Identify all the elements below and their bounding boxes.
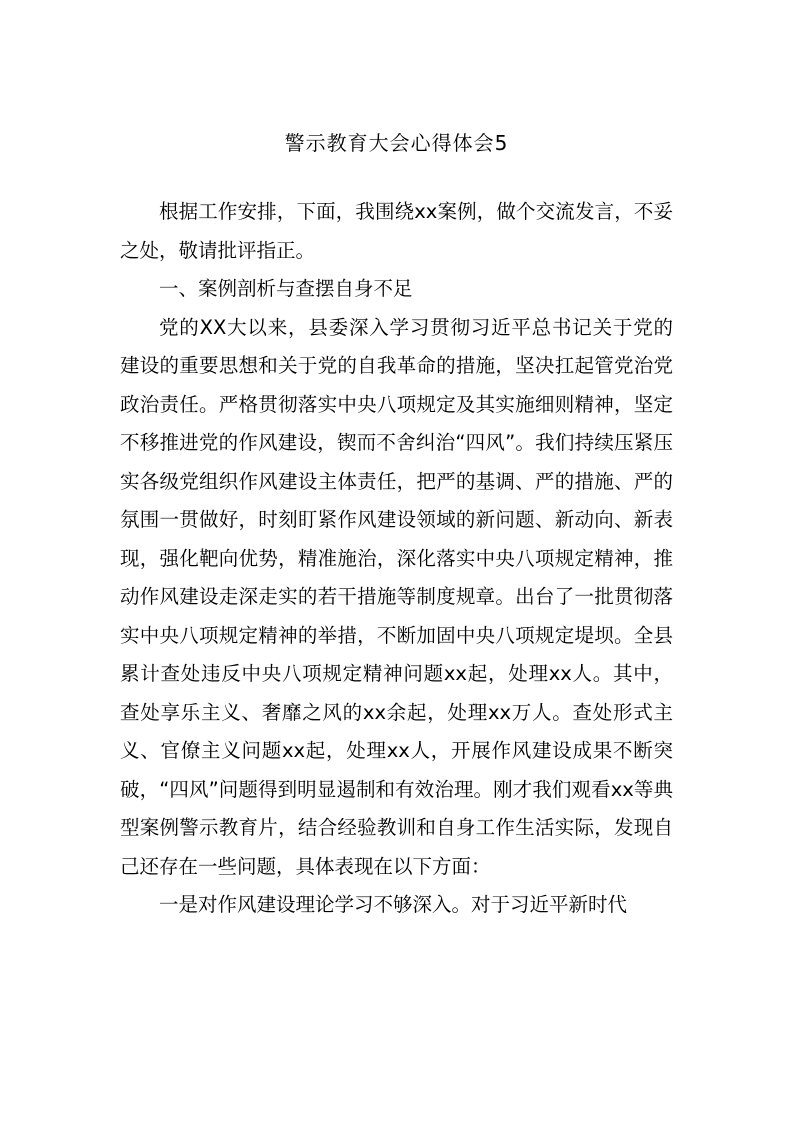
document-title: 警示教育大会心得体会5 [284, 131, 509, 155]
paragraph-point-one: 一是对作风建设理论学习不够深入。对于习近平新时代 [159, 893, 628, 916]
paragraph-intro: 根据工作安排，下面，我围绕xx案例，做个交流发言，不妥之处，敬请批评指正。 [120, 200, 673, 262]
document-body [120, 193, 673, 925]
section-heading: 一、案例剖析与查摆自身不足 [159, 277, 413, 300]
paragraph-main: 党的XX大以来，县委深入学习贯彻习近平总书记关于党的建设的重要思想和关于党的自我革命的措施，坚决扛起管党治党政治责任。严格贯彻落实中央八项规定及其实施细则精神，坚定不移推进党的作风建设，锲而不舍纠治“四风”。我们持续压紧压实各级党组织作风建设主体责任，把严的基调、严的措施、严的氛围一贯做好，时刻盯紧作风建设领域的新问题、新动向、新表现，强化靶向优势，精准施治，深化落实中央八项规定精神，推动作风建设走深走实的若干措施等制度规章。出台了一批贯彻落实中央八项规定精神的举措，不断加固中央八项规定堤坝。全县累计查处违反中央八项规定精神问题xx起，处理xx人。其中，查处享乐主义、奢靡之风的xx余起，处理xx万人。查处形式主义、官僚主义问题xx起，处理xx人，开展作风建设成果不断突破，“四风”问题得到明显遏制和有效治理。刚才我们观看xx等典型案例警示教育片，结合经验教训和自身工作生活实际，发现自己还存在一些问题，具体表现在以下方面： [120, 315, 673, 878]
